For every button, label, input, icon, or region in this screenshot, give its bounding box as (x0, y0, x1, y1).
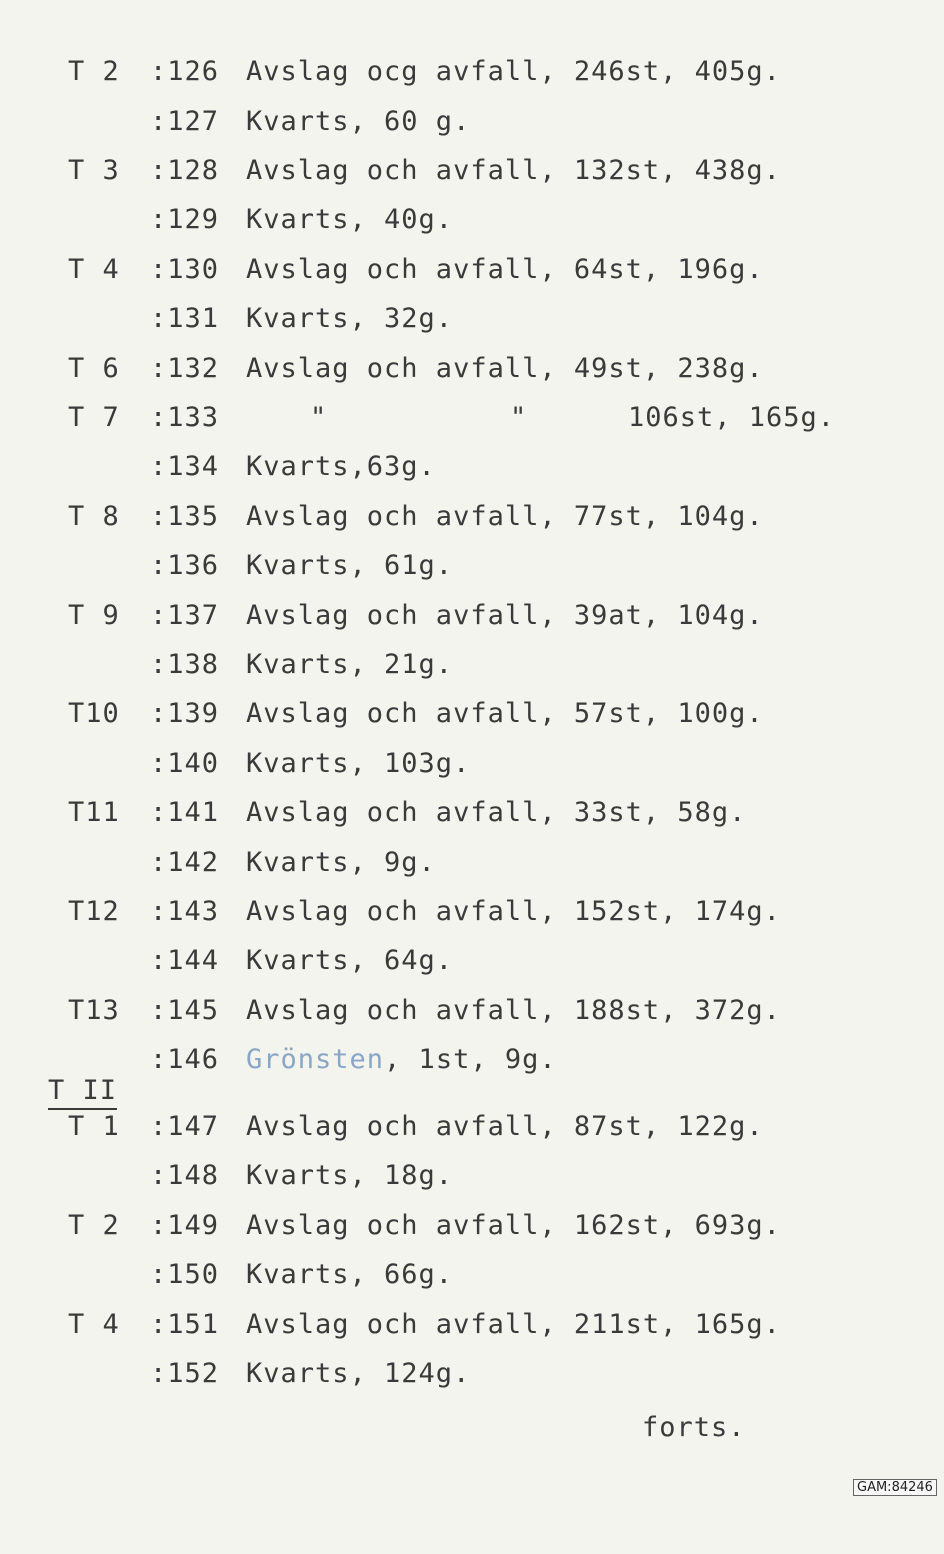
row-label: T 4 (68, 254, 120, 285)
row-number: :141 (150, 797, 220, 828)
row-number: :148 (150, 1160, 220, 1191)
row-text: Avslag och avfall, 64st, 196g. (246, 254, 764, 285)
row-text: Kvarts, 61g. (246, 550, 454, 581)
ditto-mark: " (510, 402, 528, 433)
row-label: T 9 (68, 600, 120, 631)
row-text: Kvarts, 40g. (246, 204, 454, 235)
inventory-row (0, 843, 944, 883)
row-text: Avslag och avfall, 39at, 104g. (246, 600, 764, 631)
row-number: :134 (150, 451, 220, 482)
row-text: 106st, 165g. (628, 402, 836, 433)
inventory-row (0, 645, 944, 685)
row-number: :147 (150, 1111, 220, 1142)
inventory-row (0, 694, 944, 734)
row-number: :146 (150, 1044, 220, 1075)
row-number: :130 (150, 254, 220, 285)
row-label: T 2 (68, 1210, 120, 1241)
inventory-row (0, 546, 944, 586)
row-text: Kvarts, 21g. (246, 649, 454, 680)
row-text: Avslag och avfall, 77st, 104g. (246, 501, 764, 532)
continued-note: forts. (642, 1412, 746, 1443)
row-number: :142 (150, 847, 220, 878)
row-text: Kvarts, 124g. (246, 1358, 471, 1389)
row-text: Avslag och avfall, 152st, 174g. (246, 896, 781, 927)
row-label: T11 (68, 797, 120, 828)
inventory-row (0, 447, 944, 487)
row-number: :138 (150, 649, 220, 680)
row-number: :136 (150, 550, 220, 581)
inventory-row (0, 1354, 944, 1394)
row-label: T12 (68, 896, 120, 927)
row-text: Kvarts, 64g. (246, 945, 454, 976)
row-text: Avslag och avfall, 211st, 165g. (246, 1309, 781, 1340)
row-label: T 8 (68, 501, 120, 532)
row-number: :149 (150, 1210, 220, 1241)
inventory-row (0, 299, 944, 339)
row-text: Kvarts, 103g. (246, 748, 471, 779)
row-text (246, 1040, 557, 1080)
row-number: :132 (150, 353, 220, 384)
row-label: T13 (68, 995, 120, 1026)
row-text: Avslag och avfall, 87st, 122g. (246, 1111, 764, 1142)
row-label: T 4 (68, 1309, 120, 1340)
row-text: Kvarts, 18g. (246, 1160, 454, 1191)
section-heading: T II (48, 1074, 117, 1110)
row-text: Avslag och avfall, 33st, 58g. (246, 797, 747, 828)
row-label: T10 (68, 698, 120, 729)
inventory-row (0, 1156, 944, 1196)
row-label: T 3 (68, 155, 120, 186)
row-number: :152 (150, 1358, 220, 1389)
row-number: :137 (150, 600, 220, 631)
row-text: Kvarts, 9g. (246, 847, 436, 878)
inventory-row (0, 744, 944, 784)
inventory-row (0, 892, 944, 932)
row-number: :144 (150, 945, 220, 976)
row-number: :139 (150, 698, 220, 729)
row-text: Kvarts,63g. (246, 451, 436, 482)
ditto-mark: " (310, 402, 328, 433)
row-number: :126 (150, 56, 220, 87)
faded-text: Grönsten (246, 1044, 385, 1075)
row-number: :127 (150, 106, 220, 137)
row-text: Avslag och avfall, 162st, 693g. (246, 1210, 781, 1241)
inventory-row (0, 151, 944, 191)
inventory-row (0, 991, 944, 1031)
row-text: Avslag och avfall, 132st, 438g. (246, 155, 781, 186)
row-text: Kvarts, 66g. (246, 1259, 454, 1290)
row-number: :150 (150, 1259, 220, 1290)
row-number: :129 (150, 204, 220, 235)
row-number: :131 (150, 303, 220, 334)
inventory-row (0, 398, 944, 438)
row-number: :128 (150, 155, 220, 186)
row-text: Kvarts, 32g. (246, 303, 454, 334)
row-label: T 1 (68, 1111, 120, 1142)
inventory-row (0, 1107, 944, 1147)
inventory-row (0, 52, 944, 92)
row-text: Kvarts, 60 g. (246, 106, 471, 137)
inventory-row (0, 200, 944, 240)
inventory-row (0, 102, 944, 142)
row-text: Avslag ocg avfall, 246st, 405g. (246, 56, 781, 87)
row-number: :145 (150, 995, 220, 1026)
inventory-row (0, 250, 944, 290)
inventory-row (0, 1206, 944, 1246)
row-text: Avslag och avfall, 49st, 238g. (246, 353, 764, 384)
row-text: Avslag och avfall, 188st, 372g. (246, 995, 781, 1026)
archive-stamp: GAM:84246 (853, 1479, 937, 1496)
inventory-row (0, 941, 944, 981)
inventory-row (0, 1255, 944, 1295)
row-number: :143 (150, 896, 220, 927)
row-number: :140 (150, 748, 220, 779)
row-label: T 2 (68, 56, 120, 87)
row-text-tail: , 1st, 9g. (384, 1044, 557, 1075)
row-text: Avslag och avfall, 57st, 100g. (246, 698, 764, 729)
row-label: T 7 (68, 402, 120, 433)
row-label: T 6 (68, 353, 120, 384)
inventory-row (0, 793, 944, 833)
row-number: :151 (150, 1309, 220, 1340)
row-number: :133 (150, 402, 220, 433)
inventory-row (0, 497, 944, 537)
inventory-row (0, 596, 944, 636)
inventory-row (0, 349, 944, 389)
inventory-row (0, 1305, 944, 1345)
inventory-row (0, 1040, 944, 1080)
row-number: :135 (150, 501, 220, 532)
